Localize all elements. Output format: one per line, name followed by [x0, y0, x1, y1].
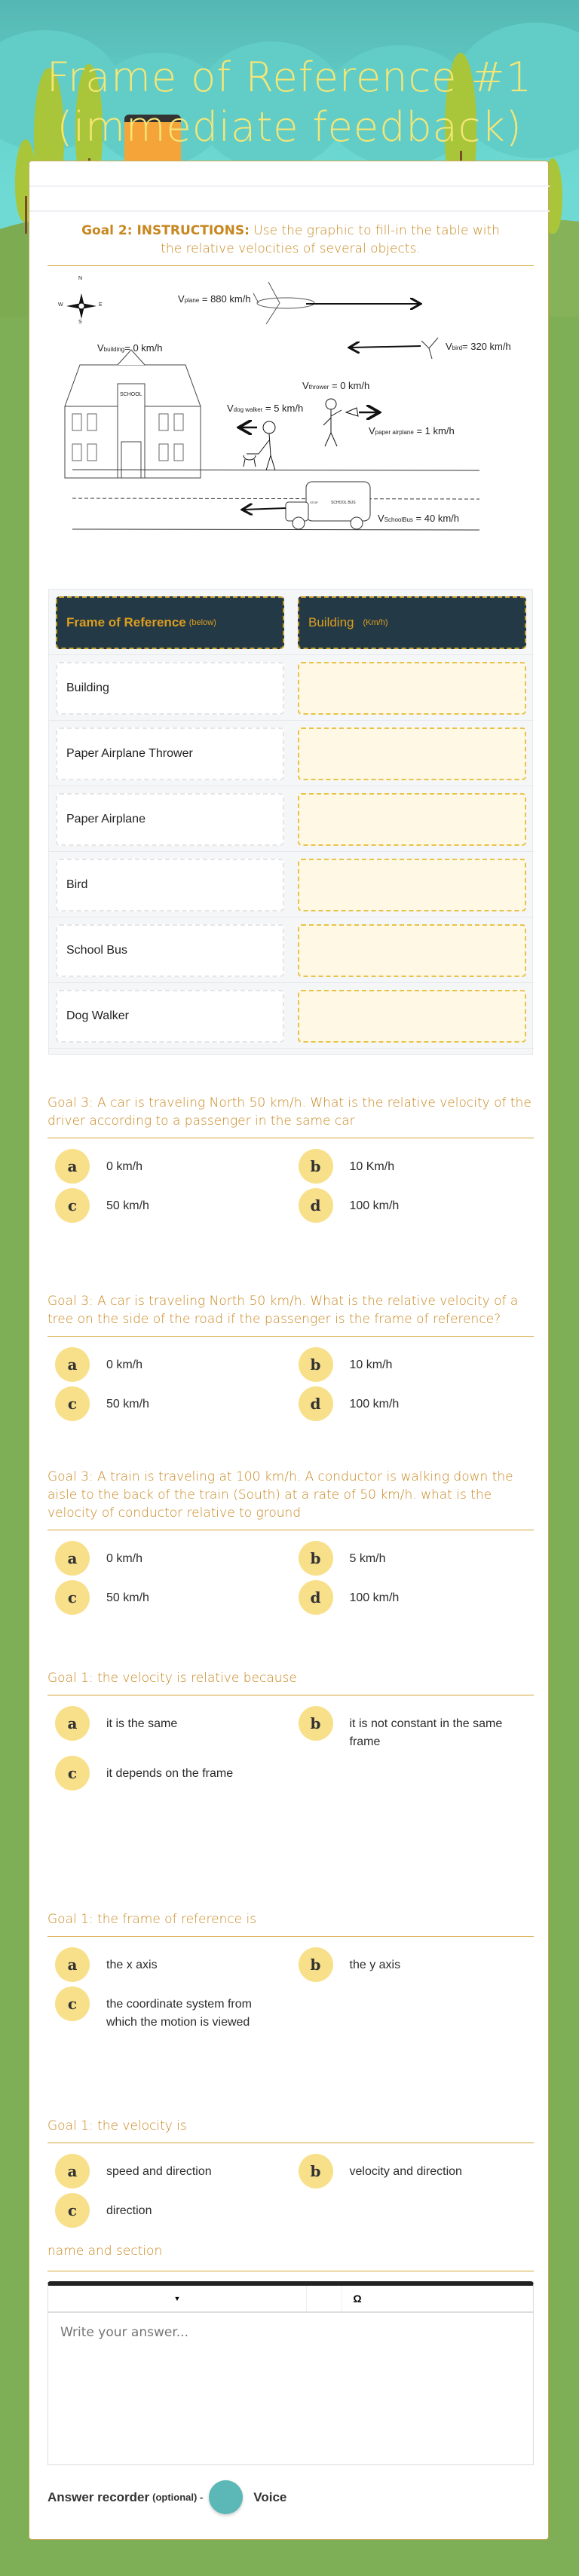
answer-option-c[interactable]: [47, 1756, 291, 1790]
compass-south: S: [78, 320, 82, 325]
option-letter-badge: b: [299, 2154, 333, 2189]
question: [47, 1094, 534, 1227]
option-text: 100 km/h: [349, 1199, 400, 1212]
option-text: 50 km/h: [106, 1398, 149, 1411]
answer-option-d[interactable]: [291, 1386, 535, 1421]
option-letter-badge: b: [299, 1347, 333, 1382]
label-bird: Vbird= 320 km/h: [446, 341, 511, 352]
answer-option-b[interactable]: [291, 1347, 535, 1382]
option-letter-badge: d: [299, 1386, 333, 1421]
answer-drop-zone[interactable]: [298, 793, 526, 846]
instructions-label: Goal 2: INSTRUCTIONS:: [81, 223, 250, 238]
option-text: 0 km/h: [106, 1358, 143, 1371]
paper-airplane-icon: [346, 408, 358, 416]
answer-option-b[interactable]: [291, 1947, 535, 1982]
option-text: direction: [106, 2204, 152, 2217]
answer-option-c[interactable]: [47, 2193, 291, 2228]
option-letter-badge: a: [55, 2154, 90, 2189]
frame-cell: Building: [56, 662, 284, 715]
voice-label: Voice: [253, 2489, 287, 2504]
frame-cell: Dog Walker: [56, 990, 284, 1043]
option-letter-badge: c: [55, 1386, 90, 1421]
option-letter-badge: a: [55, 1149, 90, 1184]
table-header-row: [49, 590, 534, 655]
question: [47, 1292, 534, 1426]
label-thrower: Vthrower = 0 km/h: [302, 380, 370, 391]
instructions-text: Use the graphic to fill-in the table with the relative velocities of several objects.: [161, 223, 500, 256]
option-letter-badge: b: [299, 1149, 333, 1184]
compass-west: W: [58, 302, 63, 308]
answer-option-b[interactable]: [291, 1149, 535, 1184]
answer-option-a[interactable]: [47, 1947, 291, 1982]
table-row: [49, 721, 534, 786]
option-text: 10 Km/h: [349, 1160, 395, 1173]
question-text: Goal 1: the frame of reference is: [47, 1912, 257, 1927]
option-text: speed and direction: [106, 2165, 212, 2178]
compass-icon: [66, 293, 96, 319]
caret-down-icon: ▼: [173, 2295, 181, 2302]
answer-option-d[interactable]: [291, 1580, 535, 1615]
answer-option-d[interactable]: [291, 1188, 535, 1223]
recorder-label: Answer recorder: [47, 2489, 150, 2504]
answer-option-c[interactable]: [47, 1188, 291, 1223]
dog-walker-stick-figure-icon: [244, 421, 275, 470]
answer-drop-zone[interactable]: [298, 662, 526, 715]
answer-option-c[interactable]: [47, 1386, 291, 1421]
velocity-table: [48, 589, 533, 1055]
table-row: [49, 917, 534, 983]
question: [47, 2117, 534, 2232]
answer-drop-zone[interactable]: [298, 990, 526, 1043]
option-text: the coordinate system from which the motion is viewed: [106, 1998, 252, 2029]
option-text: 5 km/h: [349, 1552, 386, 1565]
label-dog-walker: Vdog walker = 5 km/h: [227, 403, 304, 414]
question-text: Goal 3: A train is traveling at 100 km/h. A conductor is walking down the aisle to the back of the train (South) at a rate of 50 km/h. what is the velocity of conductor relative to ground: [47, 1469, 513, 1521]
school-sign: SCHOOL: [120, 392, 142, 397]
question-text: Goal 3: A car is traveling North 50 km/h. What is the relative velocity of a tree on the side of the road if the passenger is the frame of reference?: [47, 1294, 519, 1327]
answer-drop-zone[interactable]: [298, 924, 526, 977]
label-plane: Vplane = 880 km/h: [178, 293, 251, 305]
thrower-stick-figure-icon: [323, 399, 342, 446]
frame-cell: Bird: [56, 859, 284, 911]
road-centerline: [72, 498, 479, 499]
road-edge-bottom: [72, 529, 479, 530]
question-text: Goal 1: the velocity is relative because: [47, 1671, 297, 1686]
option-text: 10 km/h: [349, 1358, 393, 1371]
special-character-button[interactable]: [342, 2286, 372, 2311]
worksheet-card: [29, 161, 549, 2540]
option-text: it is the same: [106, 1717, 178, 1730]
option-letter-badge: a: [55, 1947, 90, 1982]
stop-sign: STOP: [310, 501, 318, 504]
compass-north: N: [78, 276, 83, 281]
question: [47, 1910, 534, 2036]
question: [47, 1669, 534, 1795]
table-row: [49, 983, 534, 1049]
option-letter-badge: b: [299, 1541, 333, 1576]
answer-recorder: [47, 2480, 534, 2514]
answer-option-a[interactable]: [47, 1149, 291, 1184]
option-letter-badge: a: [55, 1347, 90, 1382]
answer-option-b[interactable]: [291, 1706, 535, 1751]
question-text: Goal 3: A car is traveling North 50 km/h. What is the relative velocity of the driver according to a passenger in the same car: [47, 1095, 532, 1129]
option-letter-badge: b: [299, 1947, 333, 1982]
label-paper-airplane: Vpaper airplane = 1 km/h: [369, 425, 455, 436]
option-text: 100 km/h: [349, 1591, 400, 1604]
option-letter-badge: d: [299, 1580, 333, 1615]
label-school-bus: VSchoolBus = 40 km/h: [378, 513, 459, 524]
instructions: [47, 222, 534, 266]
option-text: the y axis: [349, 1959, 401, 1971]
school-bus-icon: [286, 482, 370, 529]
bus-sign: SCHOOL BUS: [331, 501, 356, 505]
option-text: 0 km/h: [106, 1160, 143, 1173]
record-button[interactable]: [209, 2480, 243, 2514]
frame-cell: Paper Airplane Thrower: [56, 727, 284, 780]
answer-option-b[interactable]: [291, 1541, 535, 1576]
option-text: velocity and direction: [349, 2165, 462, 2178]
option-text: it is not constant in the same frame: [349, 1717, 503, 1748]
option-text: 50 km/h: [106, 1591, 149, 1604]
open-question: [47, 2242, 534, 2514]
bird-arrow: [351, 346, 421, 348]
frame-cell: School Bus: [56, 924, 284, 977]
answer-option-b[interactable]: [291, 2154, 535, 2189]
option-letter-badge: d: [299, 1188, 333, 1223]
answer-textarea[interactable]: [48, 2313, 533, 2461]
option-letter-badge: a: [55, 1541, 90, 1576]
table-row: [49, 786, 534, 852]
school-building-icon: [65, 350, 201, 478]
option-letter-badge: c: [55, 1756, 90, 1790]
question: [47, 1468, 534, 1619]
option-text: the x axis: [106, 1959, 158, 1971]
answer-option-a[interactable]: [47, 1706, 291, 1751]
open-question-text: name and section: [47, 2244, 163, 2259]
option-letter-badge: b: [299, 1706, 333, 1741]
page-title: Frame of Reference #1 (immediate feedback): [46, 54, 533, 151]
bird-icon: [421, 338, 438, 359]
omega-icon: Ω: [353, 2293, 362, 2305]
table-row: [49, 852, 534, 917]
velocity-diagram: [46, 274, 532, 534]
option-letter-badge: c: [55, 2193, 90, 2228]
label-building: Vbuilding= 0 km/h: [97, 342, 163, 354]
answer-option-a[interactable]: [47, 1541, 291, 1576]
answer-drop-zone[interactable]: [298, 727, 526, 780]
answer-drop-zone[interactable]: [298, 859, 526, 911]
answer-editor: [47, 2281, 534, 2465]
header-building: Building (Km/h): [298, 596, 526, 649]
option-text: it depends on the frame: [106, 1767, 234, 1780]
format-dropdown[interactable]: [48, 2286, 307, 2311]
table-row: [49, 655, 534, 721]
toolbar-button[interactable]: [307, 2286, 342, 2311]
option-letter-badge: a: [55, 1706, 90, 1741]
answer-option-c[interactable]: [47, 1986, 291, 2032]
answer-option-a[interactable]: [47, 2154, 291, 2189]
frame-cell: Paper Airplane: [56, 793, 284, 846]
option-letter-badge: c: [55, 1188, 90, 1223]
option-text: 100 km/h: [349, 1398, 400, 1411]
option-letter-badge: c: [55, 1986, 90, 2021]
compass-east: E: [99, 302, 103, 308]
recorder-optional: (optional) -: [152, 2492, 204, 2503]
answer-option-c[interactable]: [47, 1580, 291, 1615]
header-frame-of-reference: Frame of Reference (below): [56, 596, 284, 649]
option-letter-badge: c: [55, 1580, 90, 1615]
option-text: 50 km/h: [106, 1199, 149, 1212]
answer-option-a[interactable]: [47, 1347, 291, 1382]
airplane-icon: [253, 282, 314, 324]
question-text: Goal 1: the velocity is: [47, 2118, 187, 2133]
option-text: 0 km/h: [106, 1552, 143, 1565]
bus-arrow: [244, 508, 286, 510]
editor-toolbar: [48, 2286, 533, 2313]
